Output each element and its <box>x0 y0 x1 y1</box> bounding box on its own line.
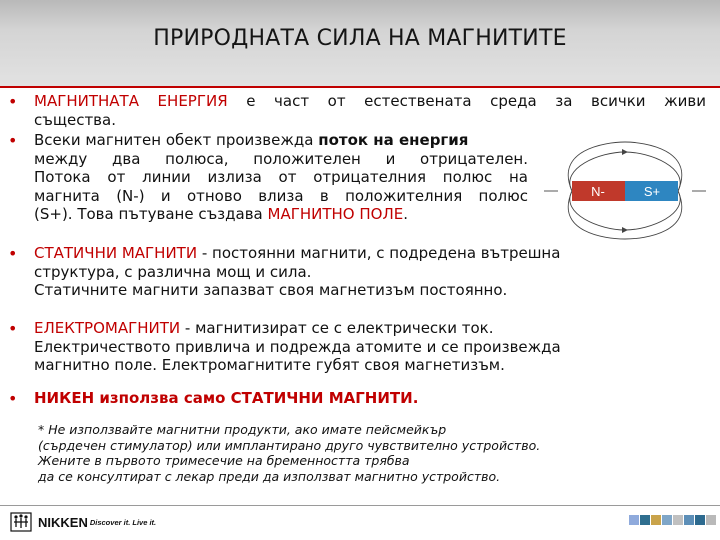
note-line: * Не използвайте магнитни продукти, ако имате пейсмейкър <box>38 422 447 437</box>
bullet-line <box>34 92 706 111</box>
bullet-line: магнитно поле. Електромагнитите губят своя магнетизъм. <box>34 356 505 374</box>
nikken-logo <box>10 512 156 532</box>
note-line: да се консултират с лекар преди да използват магнитно устройство. <box>38 468 501 484</box>
decorative-square <box>695 515 705 525</box>
bullet-text: Всеки магнитен обект произвежда <box>34 131 319 149</box>
decorative-square <box>706 515 716 525</box>
bullet-lead: МАГНИТНАТА ЕНЕРГИЯ <box>34 92 228 110</box>
bullet-electromagnets <box>34 319 714 375</box>
decorative-square <box>640 515 650 525</box>
bullet-line <box>34 205 528 224</box>
bullet-nikken-static: НИКЕН използва само СТАТИЧНИ МАГНИТИ. <box>34 389 419 407</box>
logo-tagline: Discover it. Live it. <box>89 517 157 527</box>
bullet-line: магнита (N-) и отново влиза в положителния полюс <box>34 186 528 205</box>
warning-note <box>38 422 678 484</box>
slide-title: ПРИРОДНАТА СИЛА НА МАГНИТИТЕ <box>153 26 567 51</box>
magnet-north-label: N- <box>591 184 605 199</box>
footer-divider <box>0 505 720 506</box>
bullet-text: (S+). Това пътуване създава <box>34 205 268 223</box>
bullet-text: - магнитизират се с електрически ток. <box>180 319 494 337</box>
bullet-marker: • <box>8 389 18 408</box>
bullet-text: . <box>403 205 409 223</box>
decorative-squares <box>628 515 716 525</box>
bullet-line <box>34 244 714 263</box>
bullet-line: Потока от линии излиза от отрицателния полюс на <box>34 168 528 186</box>
decorative-square <box>651 515 661 525</box>
bullet-text: е част от естествената среда за всички живи <box>227 92 706 110</box>
bullet-line: между два полюса, положителен и отрицателен. <box>34 149 528 168</box>
bullet-emphasis: МАГНИТНО ПОЛЕ <box>267 205 404 223</box>
bullet-line: Статичните магнити запазват своя магнетизъм постоянно. <box>34 281 508 299</box>
decorative-square <box>629 515 639 525</box>
bullet-energy-flow <box>34 131 528 224</box>
title-underline <box>0 86 720 88</box>
bullet-marker: • <box>8 244 18 263</box>
bullet-emphasis: поток на енергия <box>318 131 469 149</box>
wellness-figure-icon <box>10 512 32 532</box>
bullet-line <box>34 131 528 150</box>
decorative-square <box>684 515 694 525</box>
bullet-line: същества. <box>34 110 116 129</box>
bullet-line: Електричеството привлича и подрежда атомите и се произвежда <box>34 337 561 356</box>
bullet-marker: • <box>8 319 18 338</box>
bullet-lead: ЕЛЕКТРОМАГНИТИ <box>34 319 181 337</box>
bullet-line <box>34 319 714 338</box>
magnet-field-illustration <box>540 140 710 240</box>
note-line: Жените в първото тримесечие на бременността трябва <box>38 453 410 469</box>
bullet-line: структура, с различна мощ и сила. <box>34 262 312 281</box>
bullet-marker: • <box>8 131 18 150</box>
logo-wordmark: NIKKEN <box>38 514 88 530</box>
magnet-south-label: S+ <box>643 184 661 199</box>
bullet-marker: • <box>8 92 18 111</box>
bullet-lead: СТАТИЧНИ МАГНИТИ <box>34 244 198 262</box>
note-line: (сърдечен стимулатор) или имплантирано друго чувствително устройство. <box>38 437 541 453</box>
bullet-text: - постоянни магнити, с подредена вътрешна <box>197 244 561 262</box>
decorative-square <box>662 515 672 525</box>
decorative-square <box>673 515 683 525</box>
bullet-static-magnets <box>34 244 714 300</box>
bullet-magnetic-energy <box>34 92 706 129</box>
